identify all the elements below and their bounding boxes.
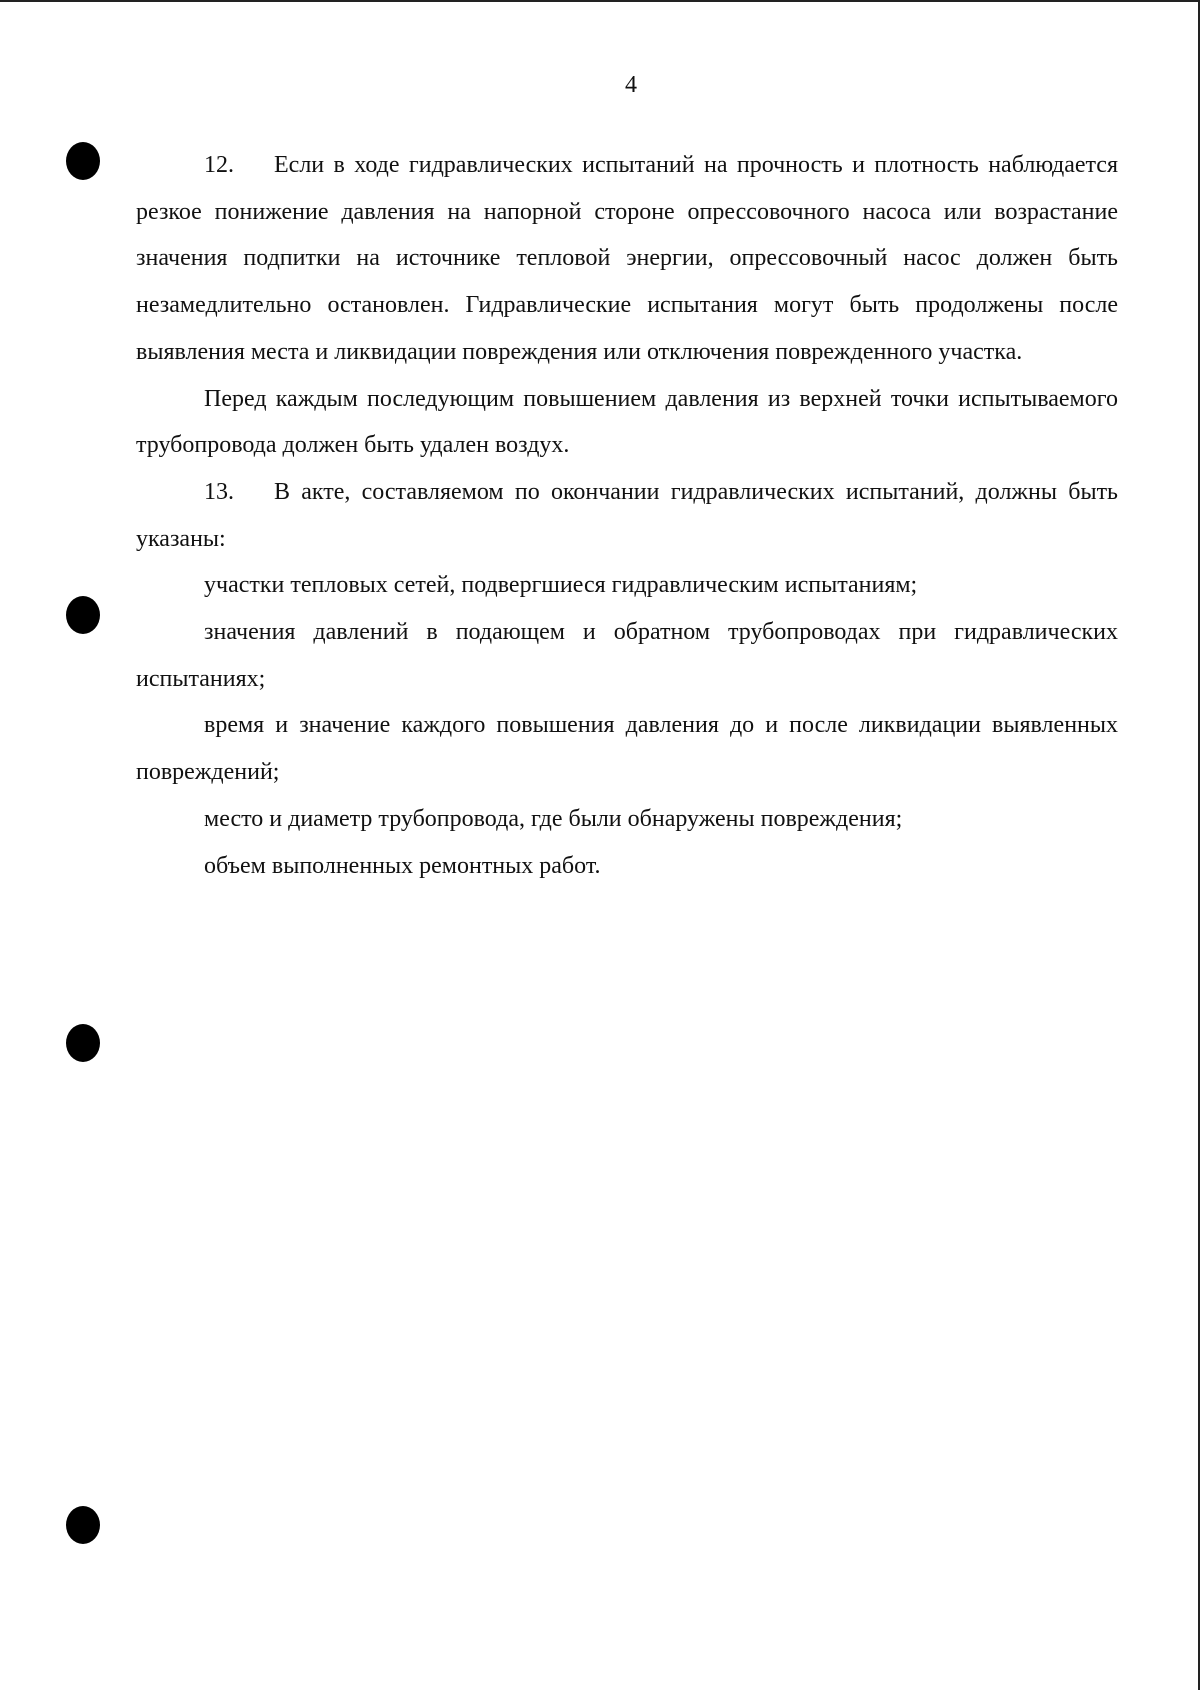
list-item: [136, 843, 1118, 890]
paragraph-text: Если в ходе гидравлических испытаний на прочность и плотность наблюдается резкое понижение давления на напорной стороне опрессовочного насоса или возрастание значения подпитки на источнике тепловой энергии, опрессовочный насос должен быть незамедлительно остановлен. Гидравлические испытания могут быть продолжены после выявления места и ликвидации повреждения или отключения поврежденного участка.: [136, 152, 1118, 365]
paragraph-text: Перед каждым последующим повышением давления из верхней точки испытываемого трубопровода должен быть удален воздух.: [136, 385, 1118, 459]
punch-hole-3: [66, 1024, 100, 1062]
list-item-text: место и диаметр трубопровода, где были обнаружены повреждения;: [204, 805, 903, 832]
list-item: [136, 562, 1118, 609]
list-item: [136, 796, 1118, 843]
punch-hole-2: [66, 596, 100, 634]
paragraph-12: [136, 142, 1118, 376]
list-item-text: объем выполненных ремонтных работ.: [204, 852, 601, 879]
document-body: [136, 142, 1118, 889]
list-item-text: значения давлений в подающем и обратном трубопроводах при гидравлических испытаниях;: [136, 619, 1118, 692]
paragraph-text: В акте, составляемом по окончании гидравлических испытаний, должны быть указаны:: [136, 478, 1118, 552]
punch-hole-4: [66, 1506, 100, 1544]
list-item-text: время и значение каждого повышения давления до и после ликвидации выявленных повреждений;: [136, 712, 1118, 786]
page-number: 4: [625, 72, 637, 98]
paragraph-13: [136, 469, 1118, 562]
paragraph-number: 13.: [204, 478, 234, 505]
paragraph-air-removal: [136, 376, 1118, 469]
list-item: [136, 702, 1118, 795]
punch-hole-1: [66, 142, 100, 180]
list-item: [136, 609, 1118, 702]
paragraph-number: 12.: [204, 152, 234, 178]
list-item-text: участки тепловых сетей, подвергшиеся гидравлическим испытаниям;: [204, 572, 918, 599]
